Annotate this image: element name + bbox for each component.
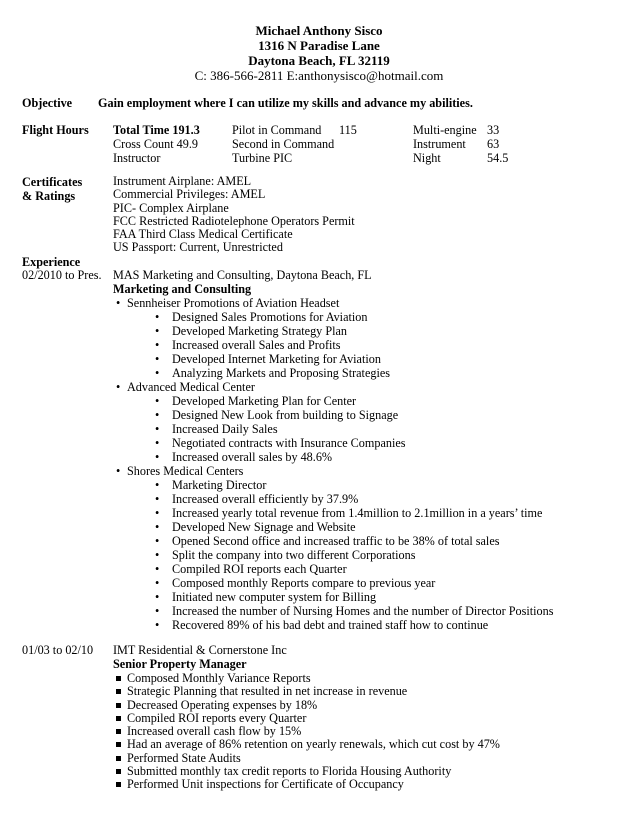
list-item: • Split the company into two different Corporations	[113, 548, 553, 562]
job1-title: Marketing and Consulting	[113, 282, 252, 296]
flight-hours-col3-values	[487, 123, 508, 165]
list-item: • Developed Internet Marketing for Aviation	[113, 352, 553, 366]
certificate-item: US Passport: Current, Unrestricted	[113, 240, 283, 255]
list-item: Performed State Audits	[113, 751, 500, 764]
job2-title: Senior Property Manager	[113, 657, 247, 671]
certificates-label	[22, 175, 82, 203]
flight-hours-col2	[232, 123, 334, 165]
list-item: Increased overall cash flow by 15%	[113, 724, 500, 737]
job1-company: MAS Marketing and Consulting, Daytona Beach, FL	[113, 268, 372, 282]
list-item: • Increased overall Sales and Profits	[113, 338, 553, 352]
flight-hours-label: Flight Hours	[22, 123, 89, 137]
list-item: • Increased yearly total revenue from 1.4million to 2.1million in a years’ time	[113, 506, 553, 520]
list-item: • Designed New Look from building to Signage	[113, 408, 553, 422]
job1-group-shores-medical: • Shores Medical Centers	[113, 464, 553, 478]
certificate-item: Commercial Privileges: AMEL	[113, 187, 266, 202]
pic-hours-value: 115	[339, 123, 357, 137]
job2-dates: 01/03 to 02/10	[22, 643, 94, 657]
certificate-item: Instrument Airplane: AMEL	[113, 174, 252, 188]
flight-hours-col1	[113, 123, 200, 165]
job2-block	[113, 643, 500, 791]
list-item: • Developed Marketing Strategy Plan	[113, 324, 553, 338]
list-item: • Designed Sales Promotions for Aviation	[113, 310, 553, 324]
certificate-item: PIC- Complex Airplane	[113, 200, 229, 215]
list-item: • Compiled ROI reports each Quarter	[113, 562, 553, 576]
job1-groups	[113, 296, 553, 310]
instrument: Instrument	[413, 137, 466, 151]
job1-dates: 02/2010 to Pres.	[22, 268, 102, 282]
list-item: • Opened Second office and increased traffic to be 38% of total sales	[113, 534, 553, 548]
instrument-value: 63	[487, 137, 500, 151]
certificates-label-line1: Certificates	[22, 175, 83, 189]
list-item: Submitted monthly tax credit reports to Florida Housing Authority	[113, 764, 500, 777]
list-item: • Composed monthly Reports compare to previous year	[113, 576, 553, 590]
job2-items	[113, 671, 500, 791]
job1-group1-items	[113, 394, 553, 464]
certificates-label-line2: & Ratings	[22, 189, 76, 203]
list-item: • Recovered 89% of his bad debt and trained staff how to continue	[113, 618, 553, 632]
multi-engine-value: 33	[487, 123, 500, 137]
total-time: Total Time 191.3	[113, 123, 200, 137]
list-item: • Increased overall sales by 48.6%	[113, 450, 553, 464]
cross-count: Cross Count 49.9	[113, 137, 198, 151]
list-item: • Increased the number of Nursing Homes and the number of Director Positions	[113, 604, 553, 618]
instructor: Instructor	[113, 151, 161, 165]
experience-label: Experience	[22, 255, 81, 269]
pilot-in-command: Pilot in Command	[232, 123, 322, 137]
list-item: • Developed New Signage and Website	[113, 520, 553, 534]
job2-company: IMT Residential & Cornerstone Inc	[113, 643, 287, 657]
list-item: Decreased Operating expenses by 18%	[113, 698, 500, 711]
flight-hours-col3	[413, 123, 477, 165]
job1-group-list-3	[113, 464, 553, 478]
list-item: Had an average of 86% retention on yearly renewals, which cut cost by 47%	[113, 737, 500, 750]
job1-group-list-2	[113, 380, 553, 394]
job1-group0-items	[113, 310, 553, 380]
city-state-zip: Daytona Beach, FL 32119	[248, 53, 390, 68]
job1-group-advanced-medical: • Advanced Medical Center	[113, 380, 553, 394]
turbine-pic: Turbine PIC	[232, 151, 293, 165]
job1-block	[113, 268, 553, 632]
list-item: • Increased Daily Sales	[113, 422, 553, 436]
list-item: • Initiated new computer system for Billing	[113, 590, 553, 604]
certificates-list	[113, 175, 355, 255]
list-item: Performed Unit inspections for Certificate of Occupancy	[113, 777, 500, 790]
list-item: Compiled ROI reports every Quarter	[113, 711, 500, 724]
certificate-item: FCC Restricted Radiotelephone Operators Permit	[113, 213, 355, 228]
list-item: Strategic Planning that resulted in net increase in revenue	[113, 684, 500, 697]
night: Night	[413, 151, 441, 165]
list-item: Composed Monthly Variance Reports	[113, 671, 500, 684]
objective-label: Objective	[22, 96, 73, 110]
list-item: • Increased overall efficiently by 37.9%	[113, 492, 553, 506]
certificate-item: FAA Third Class Medical Certificate	[113, 227, 293, 242]
job1-group2-items	[113, 478, 553, 632]
list-item: • Marketing Director	[113, 478, 553, 492]
contact-info: C: 386-566-2811 E:anthonysisco@hotmail.com	[194, 68, 444, 83]
multi-engine: Multi-engine	[413, 123, 477, 137]
second-in-command: Second in Command	[232, 137, 335, 151]
list-item: • Developed Marketing Plan for Center	[113, 394, 553, 408]
job1-group-sennheiser: • Sennheiser Promotions of Aviation Headset	[113, 296, 553, 310]
street-address: 1316 N Paradise Lane	[258, 38, 380, 53]
resume-header	[0, 23, 638, 83]
candidate-name: Michael Anthony Sisco	[255, 23, 383, 38]
list-item: • Analyzing Markets and Proposing Strategies	[113, 366, 553, 380]
night-value: 54.5	[487, 151, 509, 165]
list-item: • Negotiated contracts with Insurance Companies	[113, 436, 553, 450]
objective-text: Gain employment where I can utilize my skills and advance my abilities.	[98, 96, 473, 110]
